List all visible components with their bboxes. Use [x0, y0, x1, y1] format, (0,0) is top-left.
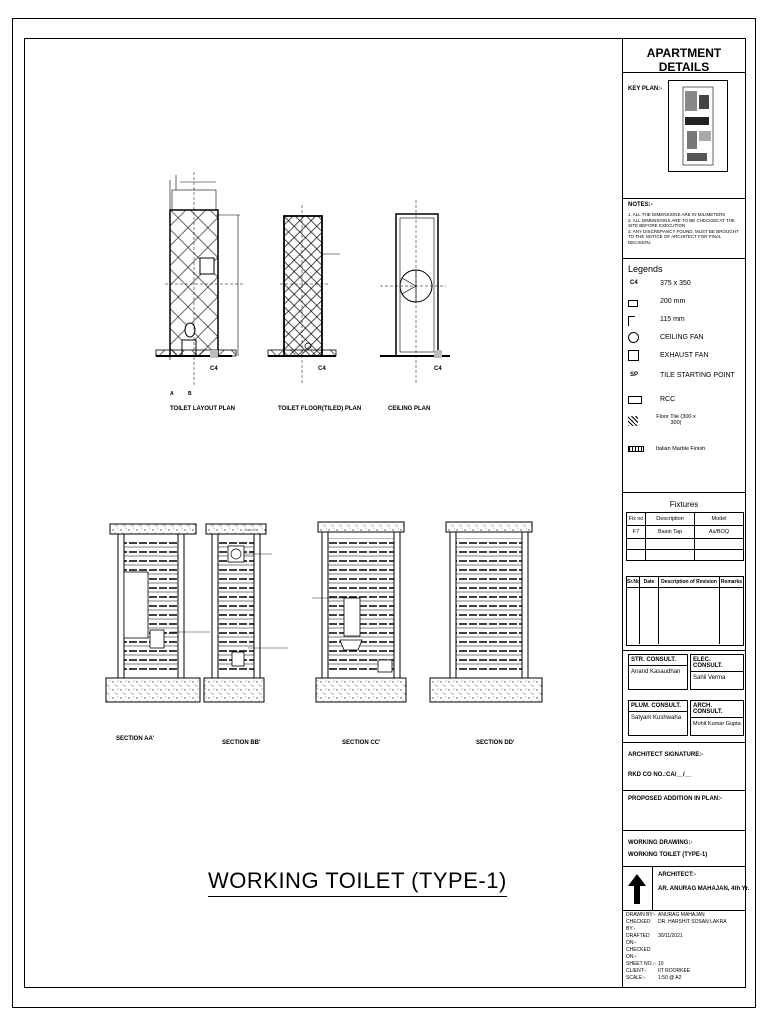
fixtures-row-empty	[627, 539, 743, 550]
fixtures-col: Fix no	[627, 513, 646, 525]
consult-role: ARCH. CONSULT.	[691, 701, 743, 718]
section-cc-label: SECTION CC'	[342, 740, 381, 746]
fixtures-col: Model	[711, 516, 727, 522]
exhaust-fan-icon	[628, 350, 639, 361]
consult-role: STR. CONSULT.	[629, 655, 687, 666]
col-tag-layout: C4	[210, 366, 218, 372]
fixture-desc: Basin Tap	[646, 526, 695, 538]
consult-role: PLUM. CONSULT.	[629, 701, 687, 712]
legend-row	[626, 276, 744, 294]
consult-name: Sahil Verma	[693, 675, 726, 681]
legend-row	[626, 440, 744, 460]
note-2: 2. ALL DIMENSIONS ARE TO BE CHECKED AT THE SITE BEFORE EXECUTION	[628, 217, 735, 228]
legend-row	[626, 294, 744, 312]
section-aa	[106, 524, 210, 702]
info-row	[626, 933, 744, 947]
legends-title: Legends	[628, 264, 663, 274]
plum-consult-box	[628, 700, 688, 736]
rev-col: Remarks	[720, 579, 743, 585]
key-plan-image	[668, 80, 728, 172]
key-plan-drawing	[669, 81, 727, 171]
section-dd	[430, 522, 542, 702]
col-tag-floor: C4	[318, 366, 326, 372]
legend-text: RCC	[660, 396, 676, 403]
architect-name: AR. ANURAG MAHAJAN, 4th Yr.	[658, 886, 750, 892]
section-dd-label: SECTION DD'	[476, 740, 515, 746]
column-symbol: C4	[630, 280, 638, 286]
info-value: ANURAG MAHAJAN	[658, 912, 705, 918]
drawing-info	[626, 912, 744, 982]
str-consult-box	[628, 654, 688, 690]
svg-text:A: A	[170, 391, 174, 397]
rcc-icon	[628, 396, 642, 404]
legend-text: 200 mm	[660, 298, 686, 305]
section-cc	[312, 522, 406, 702]
info-row	[626, 947, 744, 961]
toilet-floor-plan-label: TOILET FLOOR(TILED) PLAN	[278, 406, 362, 412]
legend-row	[626, 348, 744, 368]
ceiling-fan-icon	[628, 332, 639, 343]
legend-row	[626, 412, 744, 440]
info-key: DRAWN BY:-	[626, 912, 656, 918]
key-plan-label: KEY PLAN:-	[628, 86, 663, 92]
title-block-header: APARTMENT DETAILS	[646, 46, 722, 74]
info-key: CHECKED ON:-	[626, 947, 651, 960]
note-1: 1. ALL THE DIMENSIONS ARE IN MILIMETERS	[628, 212, 726, 217]
legend-text: Italian Marble Finish	[656, 446, 706, 452]
working-drawing-label: WORKING DRAWING:-	[628, 840, 693, 846]
working-drawing-value: WORKING TOILET (TYPE-1)	[628, 852, 708, 858]
marble-icon	[628, 446, 644, 452]
info-key: CHECKED BY:-	[626, 919, 651, 932]
north-arrow-icon	[622, 866, 652, 910]
architect-label: ARCHITECT:-	[658, 872, 696, 878]
consult-name: Anand Kasaudhan	[631, 669, 681, 675]
toilet-layout-plan	[156, 172, 244, 397]
north-arrow-box	[622, 866, 653, 910]
wall-200-icon	[628, 300, 638, 307]
legend-text: 115 mm	[660, 316, 685, 323]
info-value: DR. HARSHIT SOSAN LAKRA	[658, 919, 727, 925]
revisions-body	[627, 588, 743, 644]
info-value: IIT ROORKEE	[658, 968, 691, 974]
section-aa-label: SECTION AA'	[116, 736, 155, 742]
revisions-header	[627, 577, 743, 588]
legends-list	[626, 276, 744, 460]
proposed-label: PROPOSED ADDITION IN PLAN:-	[628, 796, 723, 802]
toilet-floor-plan	[268, 205, 340, 385]
info-row	[626, 961, 744, 968]
floor-tile-icon	[628, 416, 638, 426]
section-bb	[204, 524, 288, 702]
ceiling-plan	[380, 200, 450, 385]
info-key: SCALE:-	[626, 975, 646, 981]
fixtures-col: Description	[646, 513, 695, 525]
legend-row	[626, 392, 744, 412]
consult-role: ELEC. CONSULT.	[691, 655, 743, 672]
section-bb-label: SECTION BB'	[222, 740, 261, 746]
elec-consult-box	[690, 654, 744, 690]
architect-signature-label: ARCHITECT SIGNATURE:-	[628, 752, 704, 758]
fixtures-title: Fixtures	[669, 500, 699, 509]
info-row	[626, 912, 744, 919]
notes-title: NOTES:-	[628, 202, 653, 208]
consult-name: Satyam Kushwaha	[631, 715, 682, 721]
fixture-model: As/BOQ	[708, 529, 730, 535]
legend-text: 375 x 350	[660, 280, 691, 287]
legend-row	[626, 330, 744, 348]
info-key: SHEET NO.:-	[626, 961, 656, 967]
fixtures-row-empty	[627, 550, 743, 560]
arch-consult-box	[690, 700, 744, 736]
legend-row	[626, 312, 744, 330]
legend-row	[626, 368, 744, 392]
consult-name: Mohit Kumar Gupta	[693, 721, 741, 727]
rev-col: Date	[640, 577, 659, 587]
wall-115-icon	[628, 316, 635, 326]
legend-text: EXHAUST FAN	[660, 352, 709, 359]
fixture-no: F7	[627, 526, 646, 538]
main-title: WORKING TOILET (TYPE-1)	[208, 868, 507, 897]
svg-text:B: B	[188, 391, 192, 397]
info-row	[626, 975, 744, 982]
legend-text: Floor Tile (300 x 300)	[656, 414, 696, 426]
rkd-label: RKD CO NO.:CA/__/__	[628, 772, 692, 778]
legend-text: CEILING FAN	[660, 334, 704, 341]
toilet-layout-plan-label: TOILET LAYOUT PLAN	[170, 406, 236, 412]
fixtures-header-row	[627, 513, 743, 526]
info-value: 30/11/2021	[658, 933, 683, 939]
info-value: 10	[658, 961, 664, 967]
revisions-table	[626, 576, 744, 646]
fixtures-row	[627, 526, 743, 539]
info-row	[626, 919, 744, 933]
tile-start-icon: SP	[630, 372, 639, 378]
col-tag-ceiling: C4	[434, 366, 442, 372]
rev-col: Description of Revision	[659, 577, 720, 587]
notes-list	[628, 212, 742, 245]
rev-col: Sr.No	[627, 579, 641, 585]
info-key: CLIENT:-	[626, 968, 647, 974]
info-value: 1:50 @ A2	[658, 975, 682, 981]
ceiling-plan-label: CEILING PLAN	[388, 406, 431, 412]
info-row	[626, 968, 744, 975]
legend-text: TILE STARTING POINT	[660, 372, 735, 379]
info-key: DRAFTED ON:-	[626, 933, 650, 946]
note-3: 3. ANY DISCREPANCY FOUND, MUST BE BROUGHT TO THE NOTICE OF ARCHITECT FOR FINAL DECISION.	[628, 228, 739, 245]
fixtures-table	[626, 512, 744, 561]
